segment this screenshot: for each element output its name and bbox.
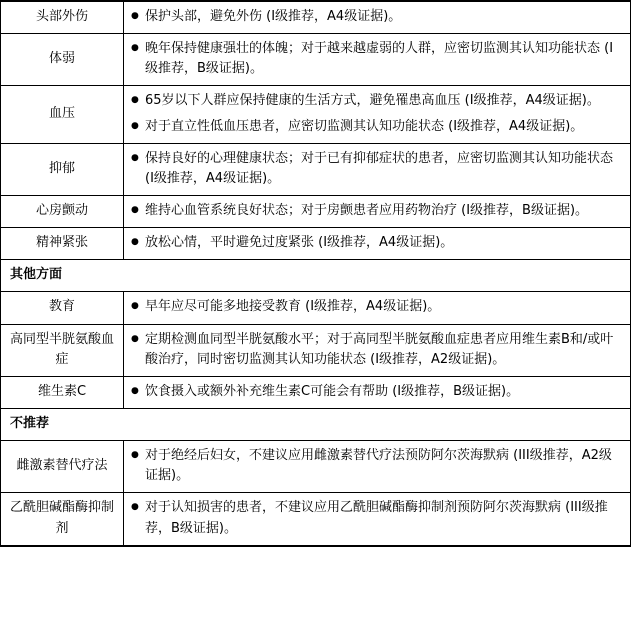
- row-label: 维生素C: [1, 376, 124, 408]
- row-content: [124, 441, 631, 493]
- table-row: [1, 324, 631, 376]
- table-row: [1, 34, 631, 86]
- table-row: [1, 195, 631, 227]
- table-row: [1, 86, 631, 143]
- table-row: [1, 228, 631, 260]
- recommendation-bullet: ● 定期检测血同型半胱氨酸水平；对于高同型半胱氨酸血症患者应用维生素B和/或叶酸治疗，同时密切监测其认知功能状态 (I级推荐，A2级证据)。: [131, 330, 623, 370]
- row-content: [124, 228, 631, 260]
- row-content: [124, 493, 631, 546]
- row-label: 抑郁: [1, 143, 124, 195]
- recommendation-bullet: ● 对于绝经后妇女，不建议应用雌激素替代疗法预防阿尔茨海默病 (III级推荐，A2级证据)。: [131, 446, 623, 486]
- table-row: [1, 441, 631, 493]
- recommendation-bullet: ● 饮食摄入或额外补充维生素C可能会有帮助 (I级推荐，B级证据)。: [131, 382, 623, 402]
- row-content: [124, 1, 631, 34]
- recommendation-bullet: ● 对于认知损害的患者，不建议应用乙酰胆碱酯酶抑制剂预防阿尔茨海默病 (III级推荐，B级证据)。: [131, 498, 623, 538]
- row-content: [124, 143, 631, 195]
- row-label: 精神紧张: [1, 228, 124, 260]
- row-content: [124, 376, 631, 408]
- table-section-row: [1, 260, 631, 292]
- row-label: 乙酰胆碱酯酶抑制剂: [1, 493, 124, 546]
- table-row: [1, 1, 631, 34]
- table-row: [1, 292, 631, 324]
- section-label: 不推荐: [1, 408, 631, 440]
- row-label: 教育: [1, 292, 124, 324]
- recommendation-bullet: ● 晚年保持健康强壮的体魄；对于越来越虚弱的人群，应密切监测其认知功能状态 (I级推荐，B级证据)。: [131, 39, 623, 79]
- section-label: 其他方面: [1, 260, 631, 292]
- recommendation-bullet: ● 放松心情，平时避免过度紧张 (I级推荐，A4级证据)。: [131, 233, 623, 253]
- row-label: 血压: [1, 86, 124, 143]
- recommendation-bullet: ● 维持心血管系统良好状态；对于房颤患者应用药物治疗 (I级推荐，B级证据)。: [131, 201, 623, 221]
- table-body: [1, 1, 631, 546]
- row-content: [124, 86, 631, 143]
- row-content: [124, 292, 631, 324]
- table-row: [1, 143, 631, 195]
- recommendation-bullet: ● 对于直立性低血压患者，应密切监测其认知功能状态 (I级推荐，A4级证据)。: [131, 117, 623, 137]
- table-row: [1, 376, 631, 408]
- recommendation-bullet: ● 保持良好的心理健康状态；对于已有抑郁症状的患者，应密切监测其认知功能状态 (I级推荐，A4级证据)。: [131, 149, 623, 189]
- row-label: 心房颤动: [1, 195, 124, 227]
- row-label: 雌激素替代疗法: [1, 441, 124, 493]
- recommendation-bullet: ● 保护头部，避免外伤 (I级推荐，A4级证据)。: [131, 7, 623, 27]
- row-content: [124, 34, 631, 86]
- recommendation-bullet: ● 65岁以下人群应保持健康的生活方式，避免罹患高血压 (I级推荐，A4级证据)。: [131, 91, 623, 111]
- row-label: 体弱: [1, 34, 124, 86]
- row-content: [124, 324, 631, 376]
- table-section-row: [1, 408, 631, 440]
- row-label: 头部外伤: [1, 1, 124, 34]
- row-label: 高同型半胱氨酸血症: [1, 324, 124, 376]
- table-row: [1, 493, 631, 546]
- row-content: [124, 195, 631, 227]
- recommendation-bullet: ● 早年应尽可能多地接受教育 (I级推荐，A4级证据)。: [131, 297, 623, 317]
